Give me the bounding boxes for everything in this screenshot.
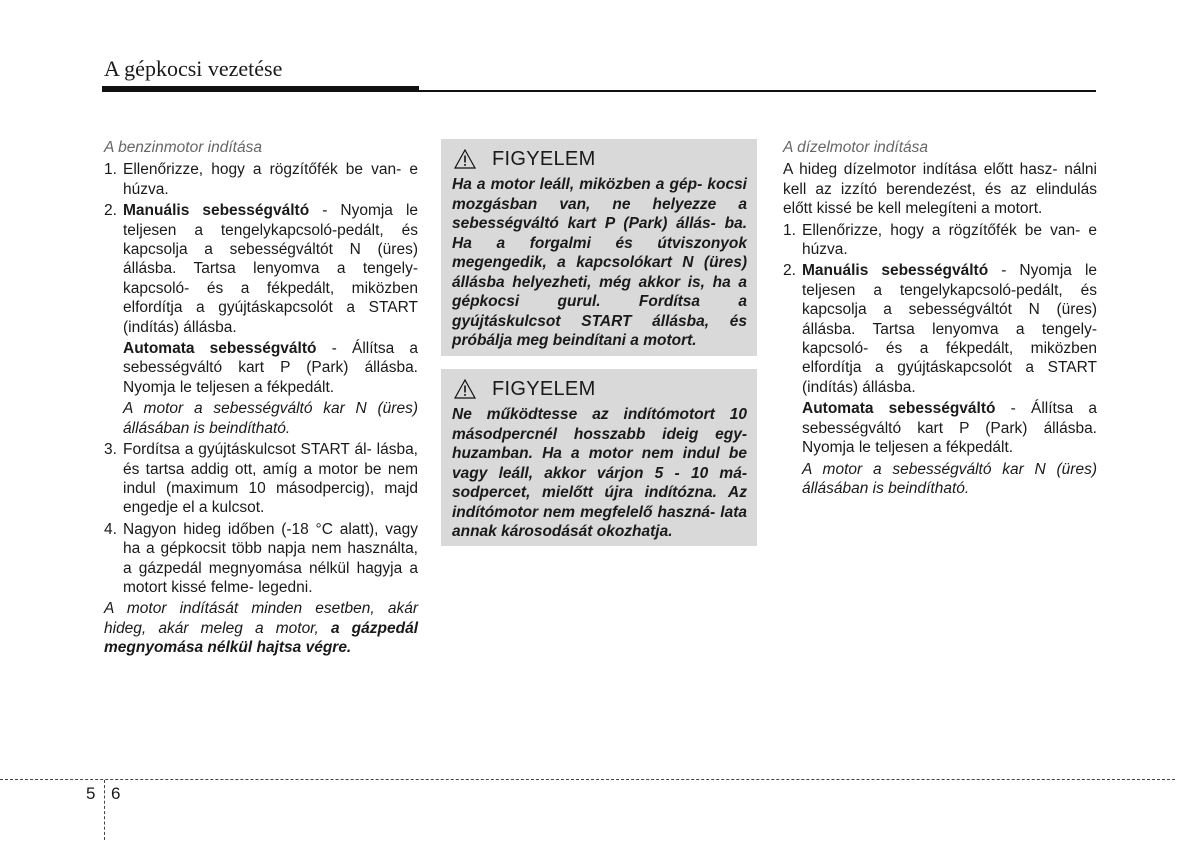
item-number: 1. <box>104 161 117 179</box>
warning-header <box>452 145 747 173</box>
auto-note: A motor a sebességváltó kar N (üres) állásában is beindítható. <box>802 460 1097 497</box>
header-rule-thin <box>419 90 1096 92</box>
item-text <box>123 201 418 337</box>
final-note-bold: a gázpedál megnyomása nélkül hajtsa végre. <box>104 619 419 657</box>
list-item <box>104 520 418 598</box>
item-text: Nagyon hideg időben (-18 °C alatt), vagy ha a gépkocsit több napja nem használta, a gázpedál megnyomása nélkül hagyja a motort kissé felme- legedni. <box>123 520 418 596</box>
item-text-rest: - Nyomja le teljesen a tengelykapcsoló-pedált, és kapcsolja a sebességváltót N (üres) állásba. Tartsa lenyomva a tengely- kapcsoló- és a fékpedált, miközben elfordítja a gyújtáskapcsolót a START (indítás) állásba. <box>123 202 419 336</box>
header-rule-thick <box>102 86 419 92</box>
item-text-rest: - Nyomja le teljesen a tengelykapcsoló-pedált, és kapcsolja a sebességváltót N (üres) állásba. Tartsa lenyomva a tengely- kapcsoló- és a fékpedált, miközben elfordítja a gyújtáskapcsolót a START (indítás) állásba. <box>802 262 1098 396</box>
automatic-gearbox-label: Automata sebességváltó <box>802 400 996 418</box>
item-number: 4. <box>104 520 117 538</box>
warning-box <box>441 139 757 356</box>
auto-text: - Állítsa a sebességváltó kart P (Park) állásba. Nyomja le teljesen a fékpedált. <box>802 400 1097 457</box>
automatic-gearbox-label: Automata sebességváltó <box>123 340 317 358</box>
manual-gearbox-label: Manuális sebességváltó <box>802 262 989 280</box>
item-text: Fordítsa a gyújtáskulcsot START ál- lásba, és tartsa addig ott, amíg a motor be nem indul (maximum 10 másodpercig), majd engedje el a kulcsot. <box>123 441 418 517</box>
page-header-title: A gépkocsi vezetése <box>104 56 283 81</box>
item-number: 3. <box>104 441 117 459</box>
automatic-gearbox-paragraph <box>123 339 418 397</box>
section-number: 5 <box>86 784 96 803</box>
diesel-start-column <box>783 138 1097 500</box>
list-item <box>104 440 418 518</box>
page-number: 6 <box>111 784 121 803</box>
footer-divider <box>104 780 105 840</box>
warning-title: FIGYELEM <box>492 147 596 170</box>
item-text: Ellenőrizze, hogy a rögzítőfék be van- e húzva. <box>123 161 418 198</box>
intro-paragraph: A hideg dízelmotor indítása előtt hasz- nálni kell az izzító berendezést, és az elindulás előtt kissé be kell melegíteni a motort. <box>783 161 1097 218</box>
item-text: Ellenőrizze, hogy a rögzítőfék be van- e húzva. <box>802 221 1097 259</box>
warning-box <box>441 369 757 546</box>
list-item <box>104 160 418 199</box>
warning-header <box>452 375 747 403</box>
footer-rule <box>0 779 1175 780</box>
item-text <box>802 261 1097 397</box>
final-note <box>104 599 418 657</box>
manual-gearbox-label: Manuális sebességváltó <box>123 202 310 220</box>
final-note-italic: A motor indítását minden esetben, akár hideg, akár meleg a motor, <box>104 600 418 637</box>
auto-text: - Állítsa a sebességváltó kart P (Park) állásba. Nyomja le teljesen a fékpedált. <box>123 340 418 396</box>
item-number: 1. <box>783 221 796 239</box>
warning-text: Ha a motor leáll, miközben a gép- kocsi mozgásban van, ne helyezze a sebességváltó kart P (Park) állás- ba. Ha a forgalmi és útviszonyok megengedik, a kapcsolókart N (üres) állásba helyezheti, még akkor is, ha a gépkocsi gurul. Fordítsa a gyújtáskulcsot START állásba, és próbálja meg beindítani a motort. <box>452 176 747 349</box>
warning-text: Ne működtesse az indítómotort 10 másodpercnél hosszabb ideig egy- huzamban. Ha a motor nem indul be vagy leáll, akkor várjon 5 - 10 má- sodpercet, mielőtt újra indítózna. Az indítómotor nem megfelelő haszná- lata annak károsodását okozhatja. <box>452 406 747 540</box>
list-item <box>104 201 418 337</box>
section-title: A benzinmotor indítása <box>104 139 262 156</box>
warning-title: FIGYELEM <box>492 377 596 400</box>
list-item <box>783 221 1097 260</box>
list-item <box>783 261 1097 397</box>
section-title: A dízelmotor indítása <box>783 139 929 156</box>
petrol-start-column <box>104 138 418 658</box>
auto-note: A motor a sebességváltó kar N (üres) állásában is beindítható. <box>123 400 418 437</box>
item-number: 2. <box>104 202 117 220</box>
warning-triangle-icon <box>454 379 476 399</box>
warning-triangle-icon <box>454 149 476 169</box>
automatic-gearbox-paragraph <box>802 399 1097 457</box>
item-number: 2. <box>783 262 796 280</box>
